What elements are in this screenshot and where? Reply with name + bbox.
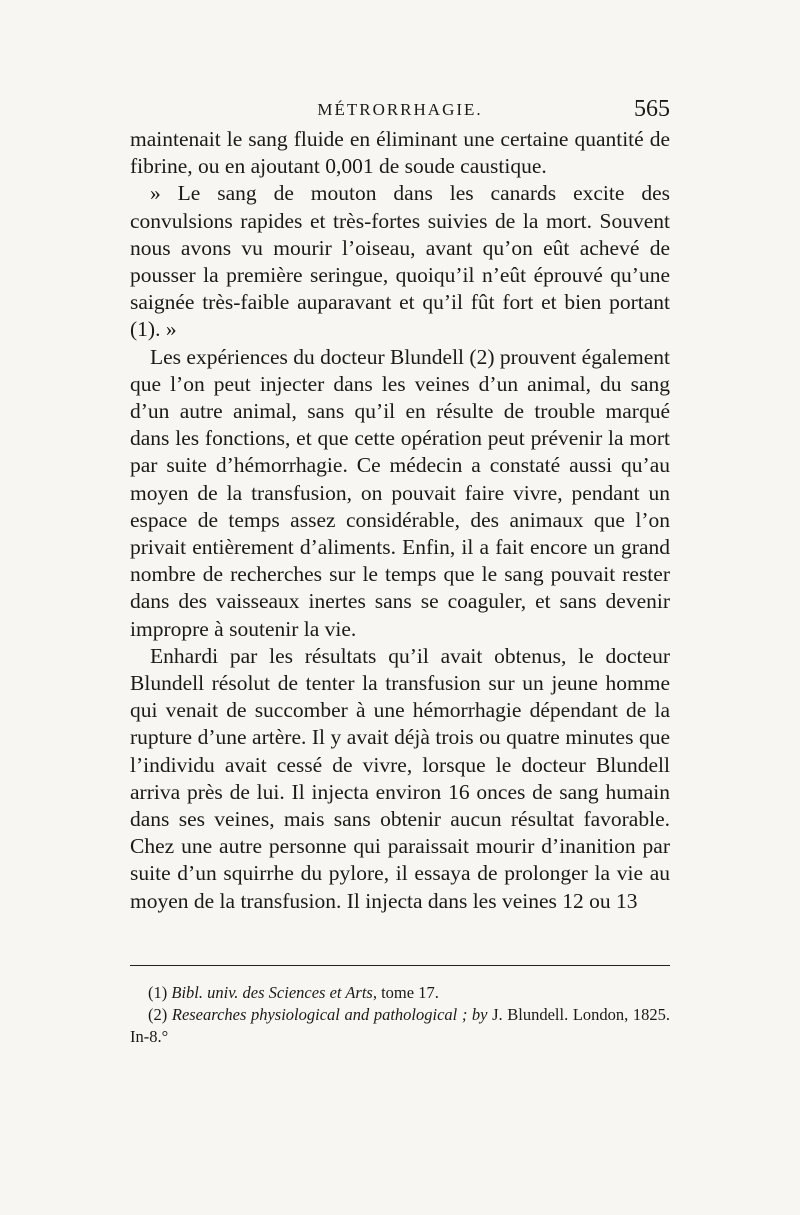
running-title: MÉTRORRHAGIE. [317, 100, 483, 119]
body-text [130, 126, 670, 915]
footnote-2 [130, 1004, 670, 1048]
footnote-2-detail: J. Blundell. London, 1825. In-8.° [130, 1005, 671, 1046]
footnote-1 [130, 982, 670, 1004]
paragraph-transfusion-attempts: Enhardi par les résultats qu’il avait obtenus, le docteur Blundell résolut de tenter la transfusion sur un jeune homme qui venait de succomber à une hémorrhagie dépendant de la rupture d’une artère. Il y avait déjà trois ou quatre minutes que l’individu avait cessé de vivre, lorsque le docteur Blundell arriva près de lui. Il injecta environ 16 onces de sang humain dans ses veines, mais sans obtenir aucun résultat favorable. Chez une autre personne qui paraissait mourir d’inanition par suite d’un squirrhe du pylore, il essaya de prolonger la vie au moyen de la transfusion. Il injecta dans les veines 12 ou 13 [130, 643, 670, 913]
footnote-1-source: Bibl. univ. des Sciences et Arts [171, 983, 373, 1002]
paragraph-continuation: maintenait le sang fluide en éliminant une certaine quantité de fibrine, ou en ajoutant 0,001 de soude caustique. [130, 127, 670, 179]
footnotes [130, 982, 670, 1048]
footnote-rule [130, 965, 670, 966]
paragraph-blundell-experiments: Les expériences du docteur Blundell (2) prouvent également que l’on peut injecter dans les veines d’un animal, du sang d’un autre animal, sans qu’il en résulte de trouble marqué dans les fonctions, et que cette opération peut prévenir la mort par suite d’hémorrhagie. Ce médecin a constaté aussi qu’au moyen de la transfusion, on pouvait faire vivre, pendant un espace de temps assez considérable, des animaux que l’on privait entièrement d’aliments. Enfin, il a fait encore un grand nombre de recherches sur le temps que le sang pouvait rester dans des vaisseaux inertes sans se coaguler, et sans devenir impropre à soutenir la vie. [130, 344, 670, 641]
footnote-1-detail: , tome 17. [372, 983, 439, 1002]
footnote-2-source: Researches physiological and pathological ; by [171, 1005, 488, 1024]
page-header [130, 96, 670, 130]
footnote-2-marker: (2) [148, 1005, 168, 1024]
page-number: 565 [634, 96, 670, 122]
footnote-1-marker: (1) [148, 983, 168, 1002]
paragraph-quote: » Le sang de mouton dans les canards excite des convulsions rapides et très-fortes suivies de la mort. Souvent nous avons vu mourir l’oiseau, avant qu’on eût achevé de pousser la première seringue, quoiqu’il n’eût éprouvé qu’une saignée très-faible auparavant et qu’il fût fort et bien portant (1). » [130, 181, 670, 342]
